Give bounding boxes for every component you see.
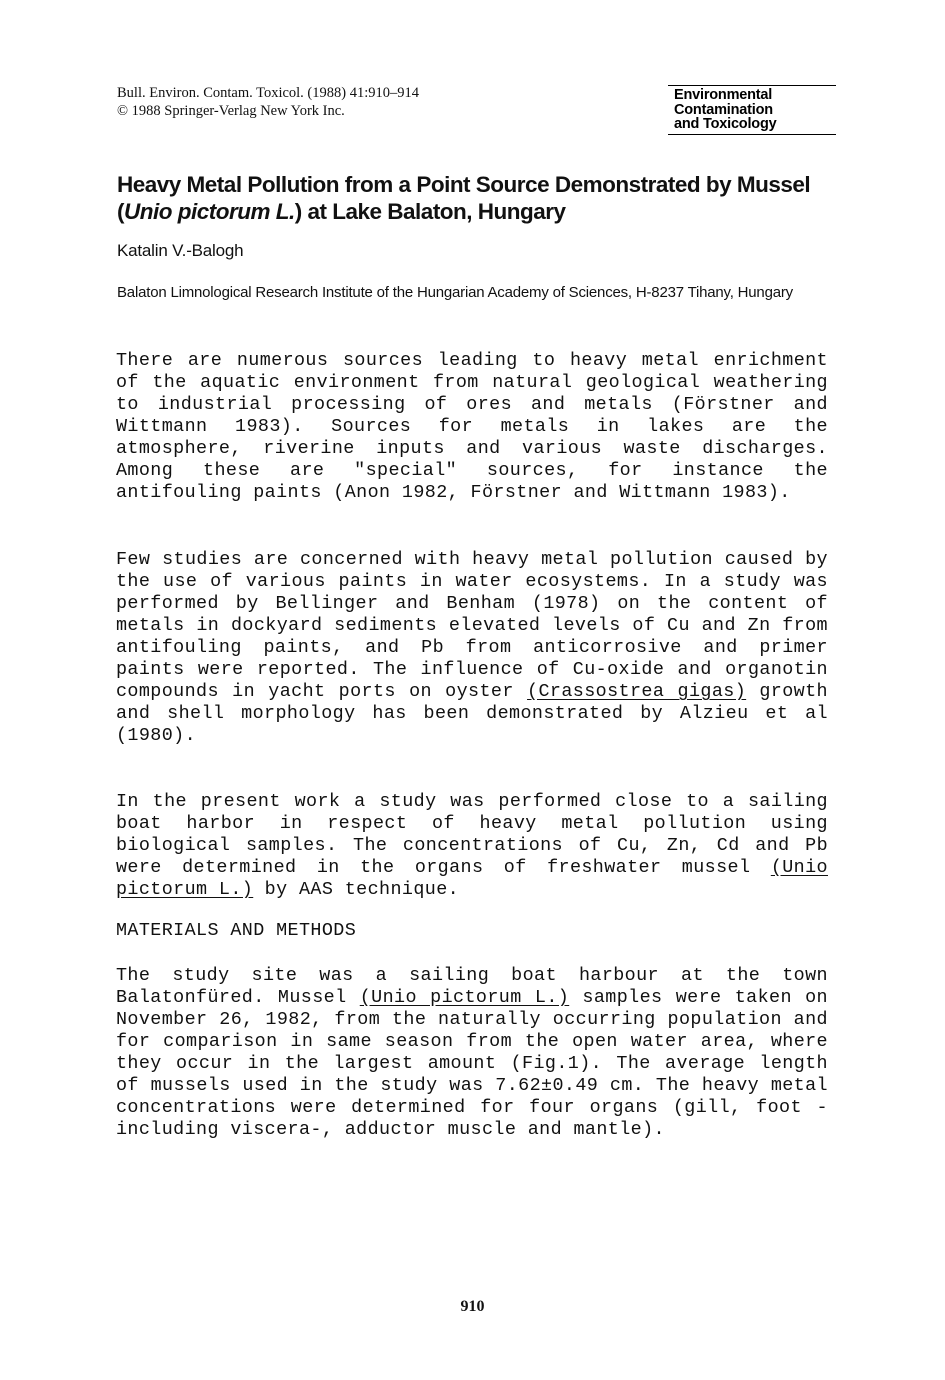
citation-line: Bull. Environ. Contam. Toxicol. (1988) 41:910–914 [117, 85, 419, 101]
paragraph-text: In the present work a study was performed close to a sailing boat harbor in respect of heavy metal pollution using biological samples. The concentrations of Cu, Zn, Cd and Pb were determined in the organs of freshwater mussel [116, 791, 828, 878]
paragraph-intro-1: There are numerous sources leading to heavy metal enrichment of the aquatic environment from natural geological weathering to industrial processing of ores and metals (Förstner and Wittmann 1983). Sources for metals in lakes are the atmosphere, riverine inputs and various waste discharges. Among these are "special" sources, for instance the antifouling paints (Anon 1982, Förstner and Wittmann 1983). [116, 350, 828, 503]
title-text: ) at Lake Balaton, Hungary [294, 199, 566, 224]
page-number: 910 [460, 1298, 485, 1315]
title-species: Unio pictorum L. [124, 199, 295, 224]
species-name: (Unio pictorum L.) [116, 857, 828, 900]
copyright-line: © 1988 Springer-Verlag New York Inc. [117, 103, 345, 119]
journal-logo-line: Environmental [674, 87, 773, 103]
paragraph-text: Few studies are concerned with heavy metal pollution caused by the use of various paints in water ecosystems. In a study was performed by Bellinger and Benham (1978) on the content of metals in dockyard sediments elevated levels of Cu and Zn from antifouling paints, and Pb from anticorrosive and primer paints were reported. The influence of Cu-oxide and organotin compounds in yacht ports on oyster [116, 549, 828, 702]
paragraph-text: by AAS technique. [253, 879, 460, 900]
species-name: (Crassostrea gigas) [527, 681, 747, 702]
paragraph-intro-2 [116, 549, 828, 747]
section-heading: MATERIALS AND METHODS [116, 920, 357, 941]
author-name: Katalin V.-Balogh [117, 241, 244, 260]
paragraph-intro-3 [116, 791, 828, 901]
paragraph-methods [116, 965, 828, 1141]
journal-logo-line: Contamination [674, 101, 773, 118]
journal-logo [668, 85, 836, 135]
journal-logo-line: and Toxicology [674, 116, 777, 132]
article-title [117, 171, 837, 225]
affiliation: Balaton Limnological Research Institute of the Hungarian Academy of Sciences, H-8237 Tihany, Hungary [117, 284, 793, 301]
citation-block [117, 84, 419, 120]
paragraph-text: samples were taken on November 26, 1982, from the naturally occurring population and for comparison in same season from the open water area, where they occur in the largest amount (Fig.1). The average length of mussels used in the study was 7.62±0.49 cm. The heavy metal concentrations were determined for four organs (gill, foot -including viscera-, adductor muscle and mantle). [116, 987, 828, 1140]
paragraph-text: The study site was a sailing boat harbour at the town Balatonfüred. Mussel [116, 965, 828, 1008]
species-name: (Unio pictorum L.) [359, 987, 570, 1008]
paragraph-text: growth and shell morphology has been demonstrated by Alzieu et al (1980). [116, 681, 828, 746]
title-text: Heavy Metal Pollution from a Point Source Demonstrated by Mussel ( [117, 172, 811, 224]
